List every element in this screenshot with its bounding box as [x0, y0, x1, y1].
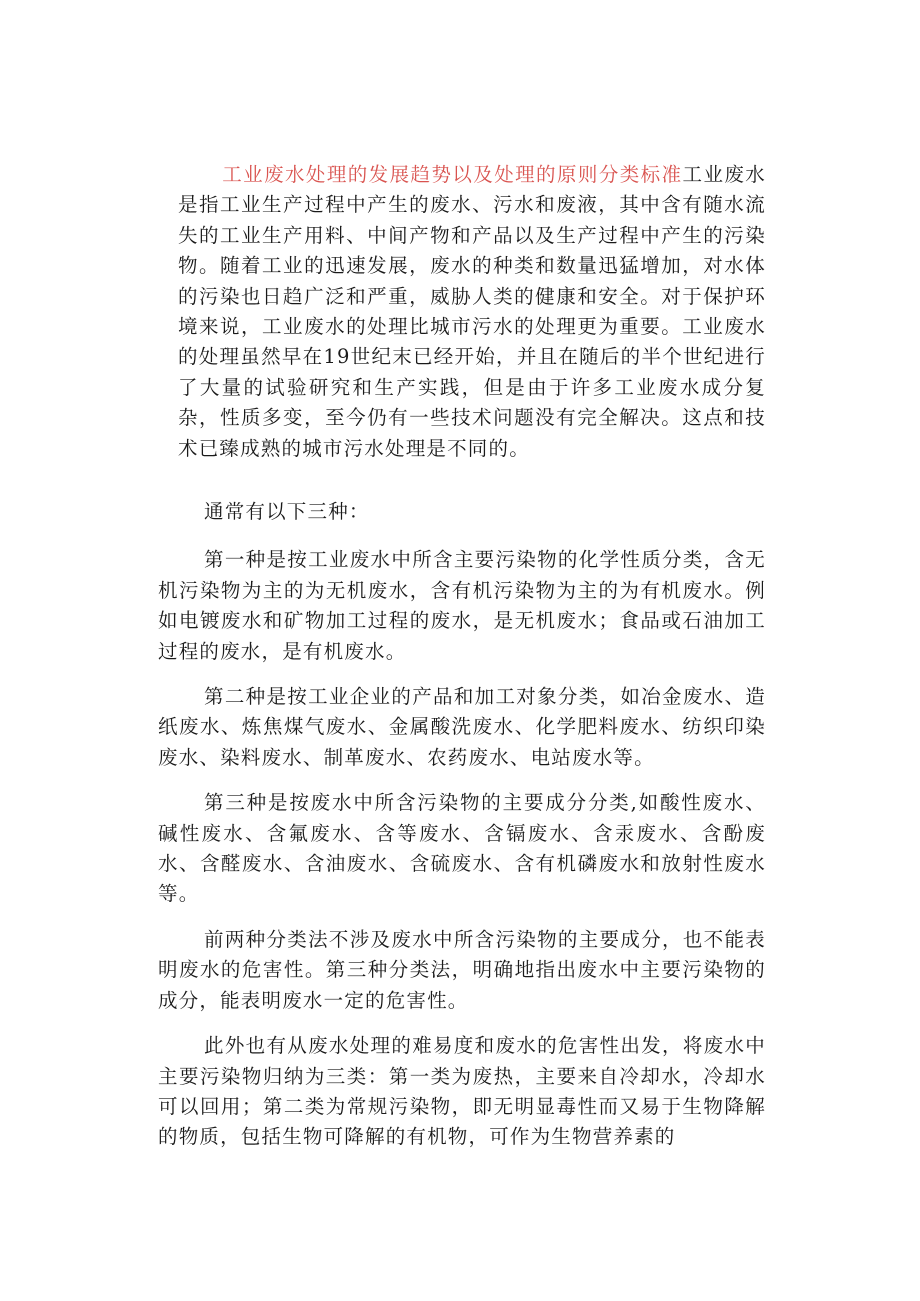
paragraph-other-classification: 此外也有从废水处理的难易度和废水的危害性出发，将废水中主要污染物归纳为三类：第一类为废热，主要来自冷却水，冷却水可以回用；第二类为常规污染物，即无明显毒性而又易于生物降解的物质，包括生物可降解的有机物，可作为生物营养素的 [158, 1034, 766, 1149]
paragraph-comparison: 前两种分类法不涉及废水中所含污染物的主要成分，也不能表明废水的危害性。第三种分类法，明确地指出废水中主要污染物的成分，能表明废水一定的危害性。 [158, 927, 766, 1012]
document-body [158, 497, 766, 1168]
paragraph-classification-intro: 通常有以下三种： [204, 500, 370, 523]
intro-paragraph [178, 160, 766, 464]
paragraph-first-type: 第一种是按工业废水中所含主要污染物的化学性质分类，含无机污染物为主的为无机废水，含有机污染物为主的为有机废水。例如电镀废水和矿物加工过程的废水，是无机废水；食品或石油加工过程的废水，是有机废水。 [158, 548, 766, 663]
paragraph-second-type: 第二种是按工业企业的产品和加工对象分类，如冶金废水、造纸废水、炼焦煤气废水、金属酸洗废水、化学肥料废水、纺织印染废水、染料废水、制革废水、农药废水、电站废水等。 [158, 685, 766, 769]
paragraph-third-type: 第三种是按废水中所含污染物的主要成分分类,如酸性废水、碱性废水、含氟废水、含等废水、含镉废水、含汞废水、含酚废水、含醛废水、含油废水、含硫废水、含有机磷废水和放射性废水等。 [158, 791, 766, 906]
intro-text: 工业废水是指工业生产过程中产生的废水、污水和废液，其中含有随水流失的工业生产用料、中间产物和产品以及生产过程中产生的污染物。随着工业的迅速发展，废水的种类和数量迅猛增加，对水体的污染也日趋广泛和严重，威胁人类的健康和安全。对于保护环境来说，工业废水的处理比城市污水的处理更为重要。工业废水的处理虽然早在19世纪末已经开始，并且在随后的半个世纪进行了大量的试验研究和生产实践，但是由于许多工业废水成分复杂，性质多变，至今仍有一些技术问题没有完全解决。这点和技术已臻成熟的城市污水处理是不同的。 [178, 163, 766, 460]
document-title: 工业废水处理的发展趋势以及处理的原则分类标准 [222, 163, 683, 186]
